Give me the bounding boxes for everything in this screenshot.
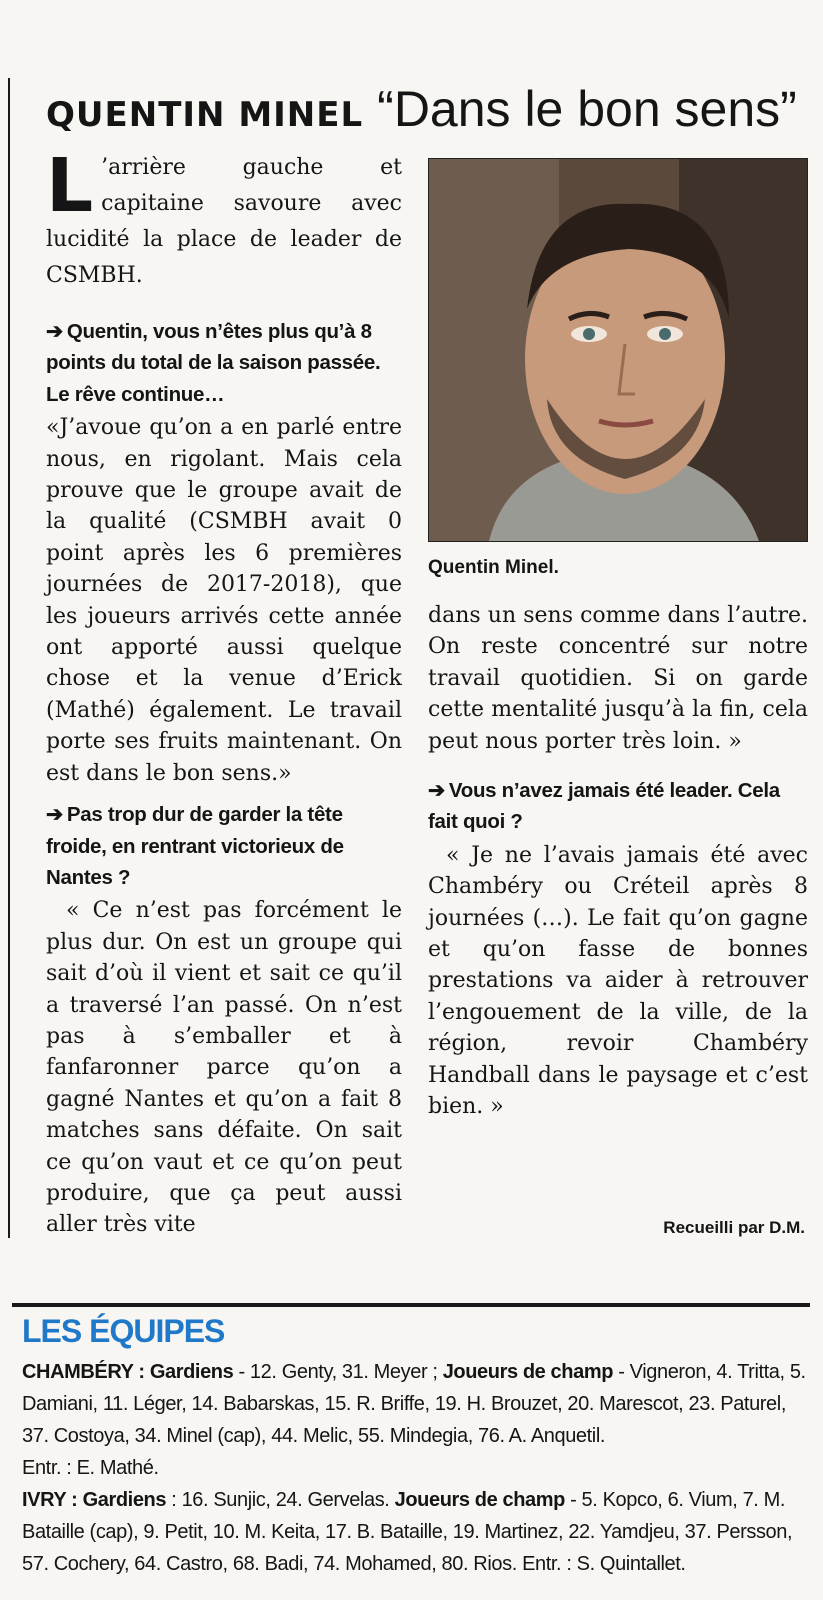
ivry-field-players: - 5. Kopco, 6. Vium, 7. M. Bataille (cap), 9. Petit, 10. M. Keita, 17. B. Bataille, 19. Martinez, 22. Yamdjeu, 37. Persson, 57. Cochery, 64. Castro, 68. Badi, 74. Mohamed, 80. Rios. xyxy=(22,1489,793,1575)
ivry-field-label: Joueurs de champ xyxy=(394,1489,565,1511)
headline-name: QUENTIN MINEL xyxy=(46,95,364,135)
signature: Recueilli par D.M. xyxy=(663,1218,805,1237)
ivry-goalkeepers: : 16. Sunjic, 24. Gervelas. xyxy=(171,1489,390,1511)
portrait-illustration xyxy=(429,159,807,541)
answer-3: « Je ne l’avais jamais été avec Chambéry ou Créteil après 8 journées (…). Le fait qu’on gagne et qu’on fasse de bonnes prestations va aider à retrouver l’engouement de la ville, de la région, revoir Chambéry Handball dans le paysage et c’est bien. » xyxy=(428,842,808,1120)
photo-caption: Quentin Minel. xyxy=(428,557,559,578)
question-3 xyxy=(428,775,808,838)
chambery-field-players: - Vigneron, 4. Tritta, 5. Damiani, 11. Léger, 14. Babarskas, 15. R. Briffe, 19. H. Brouzet, 20. Marescot, 23. Paturel, 37. Costoya, 34. Minel (cap), 44. Melic, 55. Mindegia, 76. A. Anquetil. xyxy=(22,1361,806,1447)
section-divider xyxy=(12,1303,810,1307)
equipes-title: LES ÉQUIPES xyxy=(22,1313,225,1349)
answer-1: «J’avoue qu’on a en parlé entre nous, en rigolant. Mais cela prouve que le groupe avait de la qualité (CSMBH avait 0 point après les 6 premières journées de 2017-2018), que les joueurs arrivés cette année ont apporté aussi quelque chose et la venue d’Erick (Mathé) également. Le travail porte ses fruits maintenant. On est dans le bon sens.» xyxy=(46,415,402,786)
ivry-gk-label: Gardiens xyxy=(82,1489,167,1511)
question-1 xyxy=(46,316,402,410)
arrow-icon: ➔ xyxy=(46,803,63,827)
team-ivry xyxy=(22,1484,812,1580)
chambery-field-label: Joueurs de champ xyxy=(442,1361,614,1383)
question-1-text: Quentin, vous n’êtes plus qu’à 8 points du total de la saison passée. Le rêve continue… xyxy=(46,320,381,406)
arrow-icon: ➔ xyxy=(428,779,445,803)
ivry-coach: Entr. : S. Quintallet. xyxy=(522,1553,686,1575)
question-2-text: Pas trop dur de garder la tête froide, en rentrant victorieux de Nantes ? xyxy=(46,803,344,889)
team-chambery xyxy=(22,1356,812,1452)
drop-cap: L xyxy=(46,143,94,229)
headline-quote: “Dans le bon sens” xyxy=(377,81,797,137)
chambery-goalkeepers: - 12. Genty, 31. Meyer ; xyxy=(238,1361,438,1383)
ivry-team-name: IVRY : xyxy=(22,1489,78,1511)
answer-2-part-2: dans un sens comme dans l’autre. On reste concentré sur notre travail quotidien. Si on garde cette mentalité jusqu’à la fin, cela peut nous porter très loin. » xyxy=(428,603,808,754)
chambery-team-name: CHAMBÉRY : xyxy=(22,1361,145,1383)
question-3-text: Vous n’avez jamais été leader. Cela fait quoi ? xyxy=(428,779,780,834)
chambery-coach: Entr. : E. Mathé. xyxy=(22,1457,159,1479)
answer-2-part-1: « Ce n’est pas forcément le plus dur. On est un groupe qui sait d’où il vient et sait ce qu’il a traversé l’an passé. On n’est pas à s’emballer et à fanfaronner parce qu’on a gagné Nantes et qu’on a fait 8 matches sans défaite. On sait ce qu’on vaut et ce qu’on peut produire, que ça peut aussi aller très vite xyxy=(46,898,402,1238)
question-2 xyxy=(46,799,402,893)
chambery-gk-label: Gardiens xyxy=(149,1361,234,1383)
left-column-rule xyxy=(8,78,10,1238)
article-right-column xyxy=(428,600,808,1129)
intro-paragraph xyxy=(46,143,402,294)
headline xyxy=(46,80,816,140)
article-left-column xyxy=(46,143,402,1247)
arrow-icon: ➔ xyxy=(46,320,63,343)
portrait-photo xyxy=(428,158,808,542)
equipes-list xyxy=(22,1356,812,1580)
intro-text: ’arrière gauche et capitaine savoure avec lucidité la place de leader de CSMBH. xyxy=(46,155,402,288)
